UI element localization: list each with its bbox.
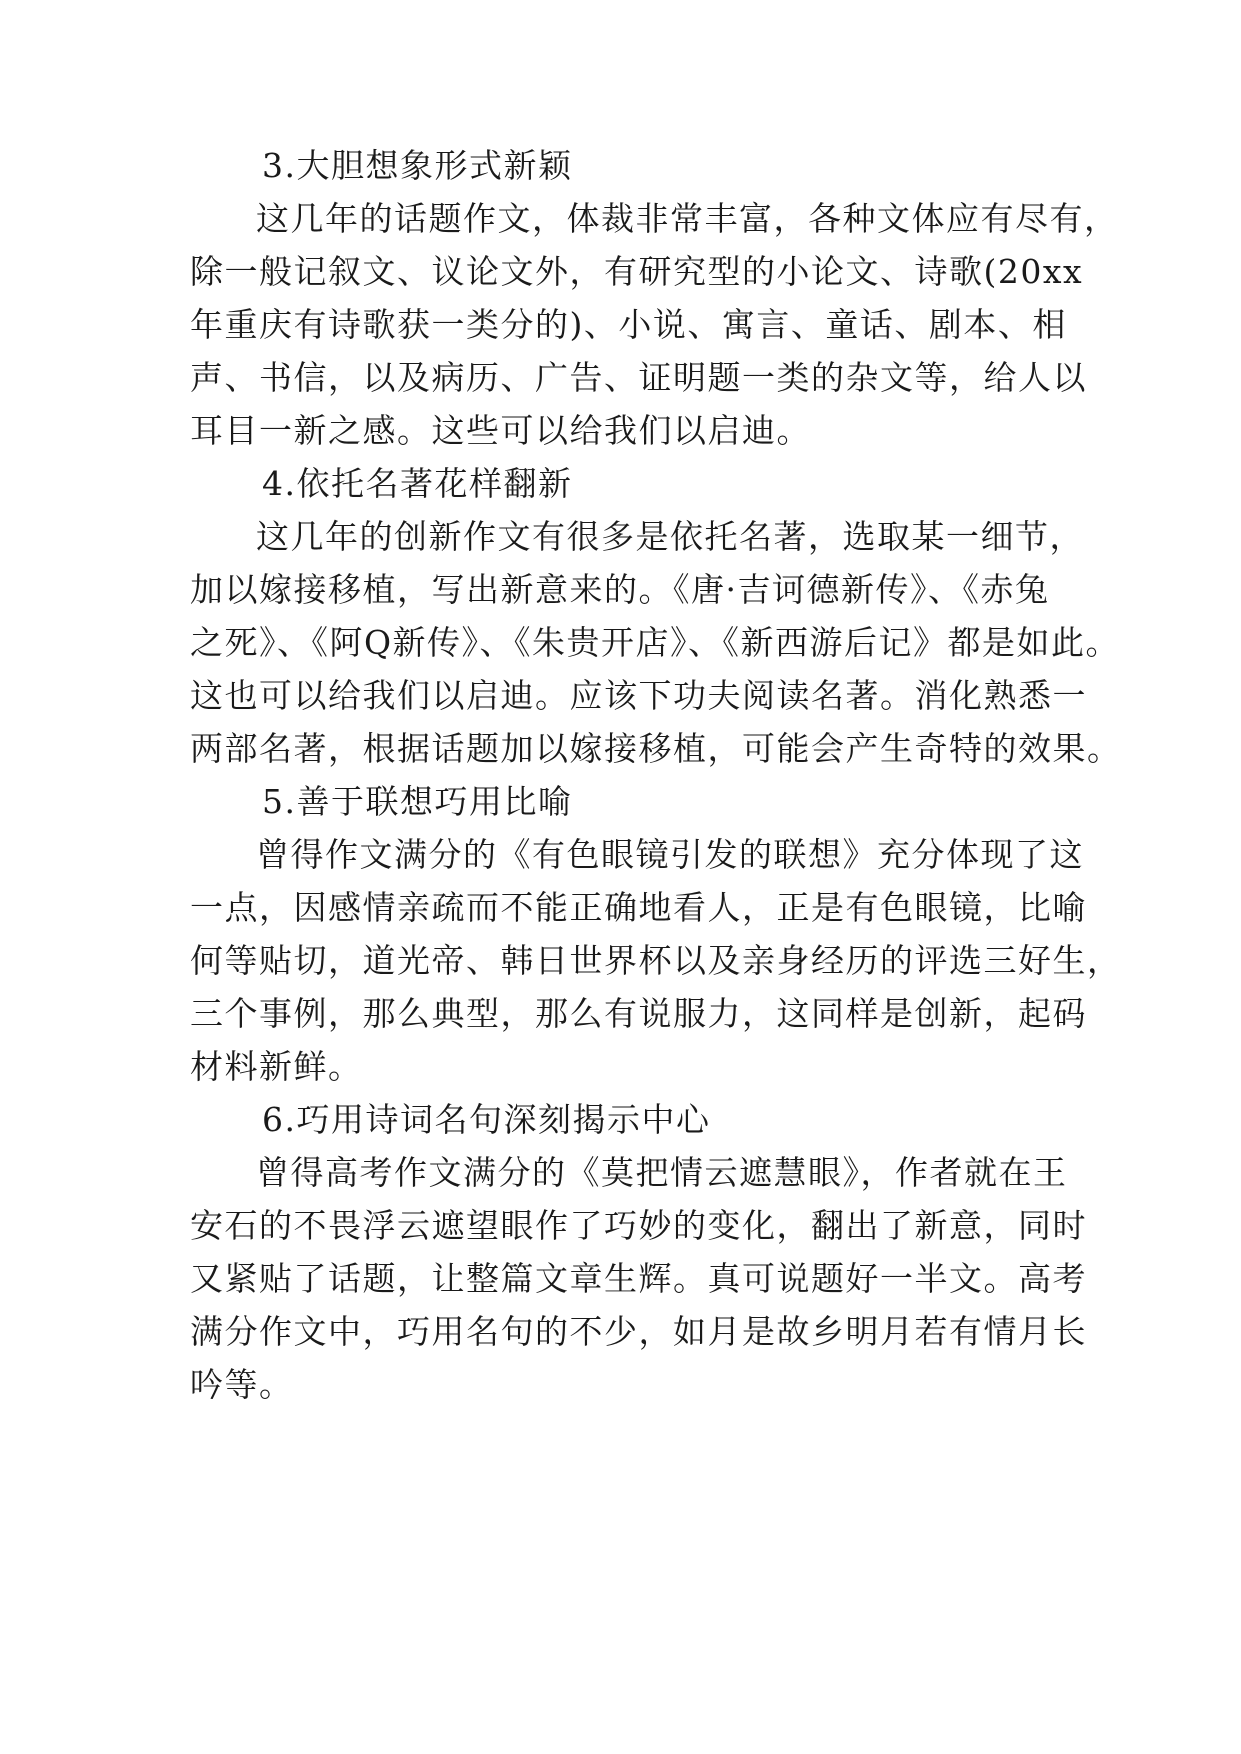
- paragraph-line: 又紧贴了话题，让整篇文章生辉。真可说题好一半文。高考: [190, 1259, 1087, 1298]
- paragraph-line: 三个事例，那么典型，那么有说服力，这同样是创新，起码: [190, 994, 1087, 1033]
- paragraph-line: 两部名著，根据话题加以嫁接移植，可能会产生奇特的效果。: [190, 729, 1122, 768]
- paragraph-line: 一点，因感情亲疏而不能正确地看人，正是有色眼镜，比喻: [190, 888, 1087, 927]
- paragraph-line: 安石的不畏浮云遮望眼作了巧妙的变化，翻出了新意，同时: [190, 1206, 1087, 1245]
- paragraph-line: 这也可以给我们以启迪。应该下功夫阅读名著。消化熟悉一: [190, 676, 1087, 715]
- section-heading: 3.大胆想象形式新颖: [262, 146, 573, 185]
- paragraph-line: 满分作文中，巧用名句的不少，如月是故乡明月若有情月长: [190, 1312, 1087, 1351]
- paragraph-line: 耳目一新之感。这些可以给我们以启迪。: [190, 411, 811, 450]
- section-heading: 4.依托名著花样翻新: [262, 464, 573, 503]
- section-heading: 5.善于联想巧用比喻: [262, 782, 573, 821]
- paragraph-line: 之死》、《阿Q新传》、《朱贵开店》、《新西游后记》都是如此。: [190, 623, 1121, 662]
- paragraph-line: 声、书信，以及病历、广告、证明题一类的杂文等，给人以: [190, 358, 1087, 397]
- paragraph-line: 加以嫁接移植，写出新意来的。《唐·吉诃德新传》、《赤兔: [190, 570, 1050, 609]
- paragraph-line: 曾得高考作文满分的《莫把情云遮慧眼》，作者就在王: [256, 1153, 1068, 1192]
- paragraph-line: 曾得作文满分的《有色眼镜引发的联想》充分体现了这: [256, 835, 1084, 874]
- paragraph-line: 这几年的话题作文，体裁非常丰富，各种文体应有尽有，: [256, 199, 1119, 238]
- paragraph-line: 除一般记叙文、议论文外，有研究型的小论文、诗歌(20xx: [190, 252, 1084, 291]
- paragraph-line: 年重庆有诗歌获一类分的)、小说、寓言、童话、剧本、相: [190, 305, 1067, 344]
- paragraph-line: 这几年的创新作文有很多是依托名著，选取某一细节，: [256, 517, 1084, 556]
- paragraph-line: 何等贴切，道光帝、韩日世界杯以及亲身经历的评选三好生，: [190, 941, 1122, 980]
- paragraph-line: 吟等。: [190, 1365, 294, 1404]
- paragraph-line: 材料新鲜。: [190, 1047, 363, 1086]
- section-heading: 6.巧用诗词名句深刻揭示中心: [262, 1100, 711, 1139]
